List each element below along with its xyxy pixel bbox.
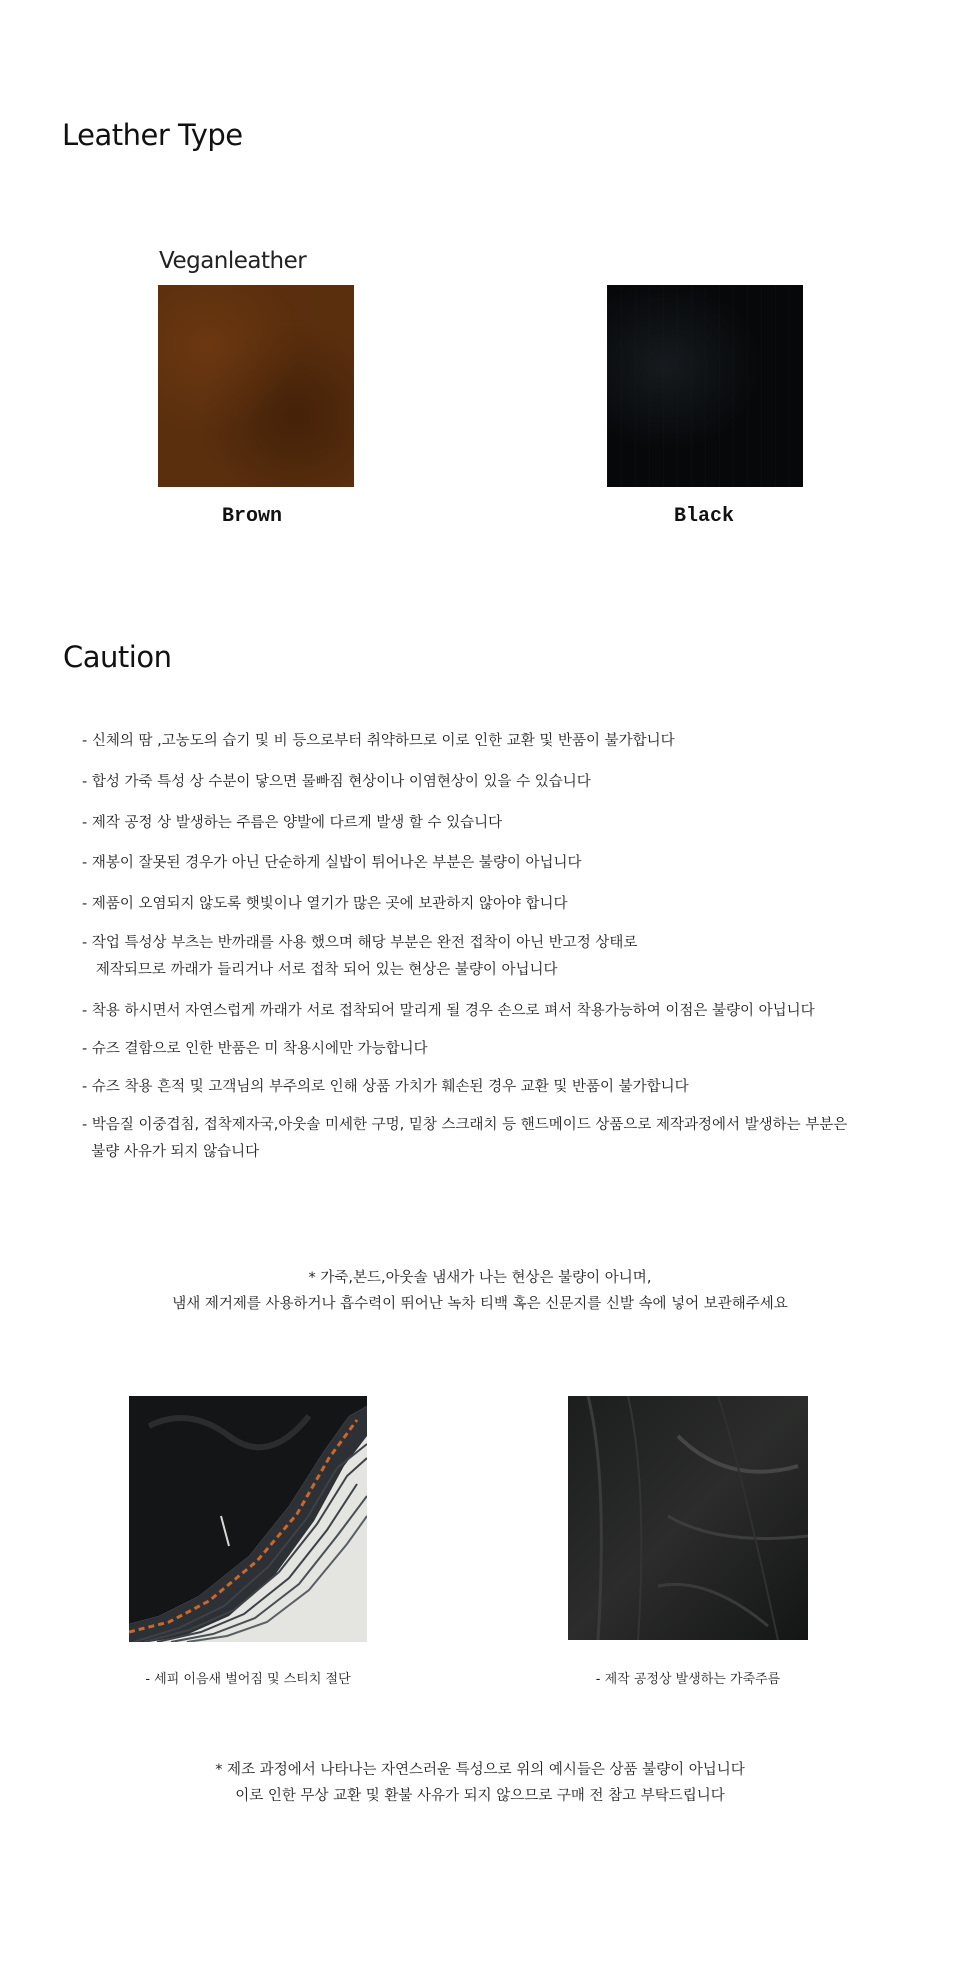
caution-item: - 슈즈 착용 흔적 및 고객님의 부주의로 인해 상품 가치가 훼손된 경우 교환 및 반품이 불가합니다 — [82, 1079, 689, 1095]
smell-note-line: 냄새 제거제를 사용하거나 흡수력이 뛰어난 녹차 티백 혹은 신문지를 신발 속에 넣어 보관해주세요 — [172, 1296, 788, 1312]
smell-note — [0, 1265, 960, 1317]
caution-item: - 박음질 이중겹침, 접착제자국,아웃솔 미세한 구멍, 밑창 스크래치 등 핸드메이드 상품으로 제작과정에서 발생하는 부분은 — [82, 1117, 848, 1133]
caution-item: - 신체의 땀 ,고농도의 습기 및 비 등으로부터 취약하므로 이로 인한 교환 및 반품이 불가합니다 — [82, 733, 675, 749]
seam-gap-photo — [129, 1396, 367, 1642]
caution-item: - 합성 가죽 특성 상 수분이 닿으면 물빠짐 현상이나 이염현상이 있을 수 있습니다 — [82, 774, 591, 790]
brown-swatch-label: Brown — [221, 505, 282, 528]
caution-list — [82, 728, 902, 1166]
footer-note — [0, 1757, 960, 1809]
caution-item: - 슈즈 결함으로 인한 반품은 미 착용시에만 가능합니다 — [82, 1041, 428, 1057]
caution-item: - 재봉이 잘못된 경우가 아닌 단순하게 실밥이 튀어나온 부분은 불량이 아닙니다 — [82, 855, 582, 871]
caution-item: - 착용 하시면서 자연스럽게 까래가 서로 접착되어 말리게 될 경우 손으로 펴서 착용가능하여 이점은 불량이 아닙니다 — [82, 1003, 815, 1019]
footer-note-line: 이로 인한 무상 교환 및 환불 사유가 되지 않으므로 구매 전 참고 부탁드립니다 — [235, 1788, 725, 1804]
caution-item: - 작업 특성상 부츠는 반까래를 사용 했으며 해당 부분은 완전 접착이 아닌 반고정 상태로 — [82, 935, 638, 951]
footer-note-line: * 제조 과정에서 나타나는 자연스러운 특성으로 위의 예시들은 상품 불량이 아닙니다 — [215, 1762, 745, 1778]
caution-item: 불량 사유가 되지 않습니다 — [82, 1144, 260, 1160]
seam-gap-caption: - 세피 이음새 벌어짐 및 스티치 절단 — [145, 1672, 351, 1687]
caution-title: Caution — [63, 640, 172, 674]
caution-item: - 제품이 오염되지 않도록 햇빛이나 열기가 많은 곳에 보관하지 않아야 합니다 — [82, 896, 568, 912]
black-swatch — [607, 285, 803, 487]
brown-swatch — [158, 285, 354, 487]
smell-note-line: * 가죽,본드,아웃솔 냄새가 나는 현상은 불량이 아니며, — [308, 1270, 652, 1286]
leather-wrinkle-caption: - 제작 공정상 발생하는 가죽주름 — [595, 1672, 781, 1687]
leather-type-title: Leather Type — [62, 118, 243, 152]
vegan-leather-subtitle: Veganleather — [159, 248, 307, 274]
leather-wrinkle-photo — [568, 1396, 808, 1640]
caution-item: - 제작 공정 상 발생하는 주름은 양발에 다르게 발생 할 수 있습니다 — [82, 815, 503, 831]
black-swatch-label: Black — [673, 505, 734, 528]
caution-item: 제작되므로 까래가 들리거나 서로 접착 되어 있는 현상은 불량이 아닙니다 — [82, 962, 558, 978]
